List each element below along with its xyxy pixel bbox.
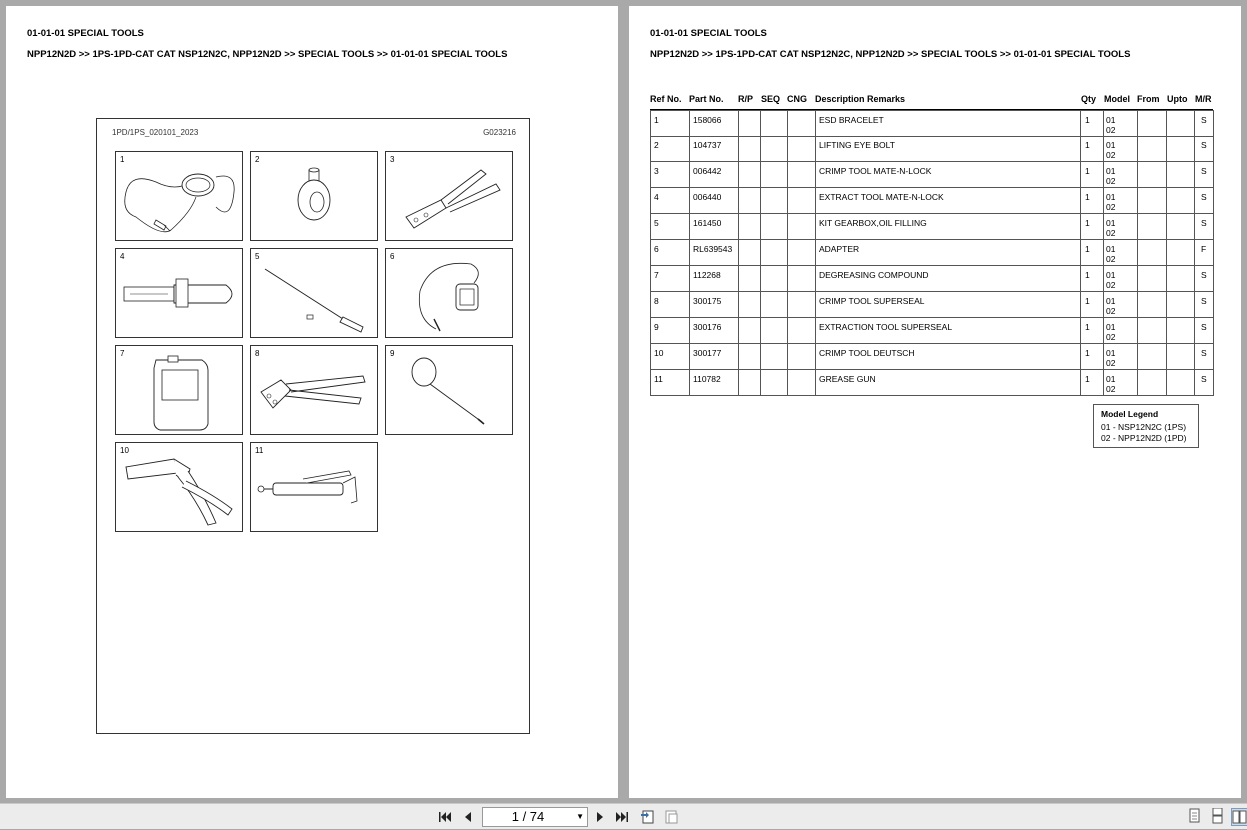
- column-divider: [787, 162, 788, 187]
- column-divider: [1166, 214, 1167, 239]
- column-divider: [1080, 214, 1081, 239]
- column-divider: [1137, 344, 1138, 369]
- column-divider: [815, 266, 816, 291]
- cell-model: [1106, 374, 1115, 399]
- model-code: 01: [1106, 322, 1116, 332]
- cell-ref: 1: [654, 115, 659, 125]
- column-divider: [1103, 266, 1104, 291]
- column-divider: [760, 266, 761, 291]
- column-divider: [738, 111, 739, 136]
- column-divider: [1166, 344, 1167, 369]
- table-row[interactable]: [650, 214, 1214, 240]
- model-legend: [1093, 404, 1199, 448]
- column-divider: [815, 240, 816, 265]
- column-divider: [1103, 240, 1104, 265]
- parts-drawing: [96, 118, 530, 734]
- column-divider: [689, 214, 690, 239]
- cell-mr: S: [1201, 218, 1207, 228]
- column-divider: [738, 188, 739, 213]
- cell-part: 300177: [693, 348, 722, 358]
- column-divider: [1137, 111, 1138, 136]
- next-view-icon[interactable]: [663, 809, 679, 825]
- page-title: 01-01-01 SPECIAL TOOLS: [27, 28, 144, 39]
- chevron-down-icon: ▼: [576, 812, 584, 821]
- model-code: 02: [1106, 176, 1116, 186]
- column-divider: [787, 111, 788, 136]
- cell-part: 112268: [693, 270, 721, 280]
- model-code: 01: [1106, 218, 1116, 228]
- column-divider: [1103, 162, 1104, 187]
- cell-qty: 1: [1085, 374, 1090, 384]
- cell-part: 161450: [693, 218, 722, 228]
- column-divider: [1080, 162, 1081, 187]
- page-title: 01-01-01 SPECIAL TOOLS: [650, 28, 767, 39]
- lifting-eye-bolt-icon: [251, 152, 377, 240]
- column-divider: [1194, 162, 1195, 187]
- model-code: 01: [1106, 192, 1116, 202]
- drawing-id: G023216: [483, 128, 516, 137]
- cell-desc: DEGREASING COMPOUND: [819, 270, 929, 280]
- drawing-cell-6[interactable]: [385, 248, 513, 338]
- cell-desc: EXTRACT TOOL MATE-N-LOCK: [819, 192, 944, 202]
- column-divider: [1137, 240, 1138, 265]
- cell-ref: 10: [654, 348, 664, 358]
- col-model: Model: [1104, 94, 1130, 104]
- grease-gun-icon: [251, 443, 377, 531]
- column-divider: [815, 318, 816, 343]
- cell-desc: CRIMP TOOL SUPERSEAL: [819, 296, 925, 306]
- table-row[interactable]: [650, 136, 1214, 162]
- cell-mr: S: [1201, 296, 1207, 306]
- drawing-cell-7[interactable]: [115, 345, 243, 435]
- column-divider: [689, 188, 690, 213]
- cell-ref: 4: [654, 192, 659, 202]
- column-divider: [738, 136, 739, 161]
- drawing-cell-5[interactable]: [250, 248, 378, 338]
- column-divider: [815, 111, 816, 136]
- column-divider: [1080, 344, 1081, 369]
- column-divider: [1103, 292, 1104, 317]
- column-divider: [760, 188, 761, 213]
- column-divider: [1166, 318, 1167, 343]
- cell-part: 104737: [693, 140, 722, 150]
- column-divider: [1194, 240, 1195, 265]
- table-row[interactable]: [650, 292, 1214, 318]
- breadcrumb: NPP12N2D >> 1PS-1PD-CAT CAT NSP12N2C, NPP12N2D >> SPECIAL TOOLS >> 01-01-01 SPECIAL TOOLS: [27, 49, 508, 60]
- column-divider: [1080, 240, 1081, 265]
- column-divider: [1166, 240, 1167, 265]
- column-divider: [1103, 136, 1104, 161]
- cell-part: 300176: [693, 322, 722, 332]
- cell-number: 5: [255, 252, 260, 261]
- column-divider: [787, 292, 788, 317]
- table-row[interactable]: [650, 110, 1214, 137]
- column-divider: [815, 344, 816, 369]
- cell-mr: S: [1201, 140, 1207, 150]
- column-divider: [738, 292, 739, 317]
- column-divider: [760, 292, 761, 317]
- column-divider: [1194, 344, 1195, 369]
- model-code: 02: [1106, 125, 1116, 135]
- column-divider: [760, 162, 761, 187]
- column-divider: [1194, 292, 1195, 317]
- cell-qty: 1: [1085, 115, 1090, 125]
- col-rp: R/P: [738, 94, 754, 104]
- cell-ref: 11: [654, 374, 663, 384]
- continuous-icon[interactable]: [1209, 808, 1225, 824]
- cell-mr: S: [1201, 348, 1207, 358]
- cell-desc: LIFTING EYE BOLT: [819, 140, 895, 150]
- cell-ref: 2: [654, 140, 659, 150]
- drawing-cell-10[interactable]: [115, 442, 243, 532]
- column-divider: [1194, 318, 1195, 343]
- drawing-code: 1PD/1PS_020101_2023: [112, 128, 199, 137]
- cell-number: 7: [120, 349, 125, 358]
- column-divider: [1166, 162, 1167, 187]
- model-code: 02: [1106, 358, 1116, 368]
- cell-qty: 1: [1085, 218, 1090, 228]
- cell-number: 1: [120, 155, 125, 164]
- cell-number: 8: [255, 349, 260, 358]
- crimp-tool-superseal-icon: [251, 346, 377, 434]
- column-divider: [1080, 318, 1081, 343]
- column-divider: [815, 292, 816, 317]
- column-divider: [787, 266, 788, 291]
- cell-qty: 1: [1085, 348, 1090, 358]
- cell-number: 9: [390, 349, 395, 358]
- degreasing-compound-icon: [116, 346, 242, 434]
- model-code: 01: [1106, 115, 1116, 125]
- column-divider: [760, 344, 761, 369]
- column-divider: [689, 162, 690, 187]
- cell-number: 4: [120, 252, 125, 261]
- column-divider: [1194, 266, 1195, 291]
- column-divider: [1137, 162, 1138, 187]
- column-divider: [787, 318, 788, 343]
- column-divider: [1103, 318, 1104, 343]
- column-divider: [1137, 214, 1138, 239]
- crimp-tool-icon: [386, 152, 512, 240]
- column-divider: [1103, 188, 1104, 213]
- column-divider: [1194, 188, 1195, 213]
- drawing-cell-1[interactable]: [115, 151, 243, 241]
- column-divider: [1137, 318, 1138, 343]
- previous-view-icon[interactable]: [640, 809, 656, 825]
- column-divider: [689, 240, 690, 265]
- column-divider: [689, 370, 690, 395]
- cell-ref: 5: [654, 218, 659, 228]
- column-divider: [787, 136, 788, 161]
- column-divider: [1103, 214, 1104, 239]
- column-divider: [1080, 370, 1081, 395]
- cell-number: 2: [255, 155, 260, 164]
- column-divider: [1166, 292, 1167, 317]
- page-indicator: 1 / 74: [511, 809, 545, 824]
- cell-desc: ESD BRACELET: [819, 115, 884, 125]
- column-divider: [760, 136, 761, 161]
- model-code: 02: [1106, 306, 1116, 316]
- cell-mr: S: [1201, 374, 1207, 384]
- table-row[interactable]: [650, 318, 1214, 344]
- model-code: 02: [1106, 150, 1116, 160]
- col-part: Part No.: [689, 94, 724, 104]
- column-divider: [738, 266, 739, 291]
- model-code: 01: [1106, 244, 1116, 254]
- column-divider: [1137, 370, 1138, 395]
- drawing-cell-8[interactable]: [250, 345, 378, 435]
- column-divider: [787, 188, 788, 213]
- column-divider: [1166, 266, 1167, 291]
- extract-tool-icon: [116, 249, 242, 337]
- drawing-cell-2[interactable]: [250, 151, 378, 241]
- column-divider: [760, 240, 761, 265]
- cell-part: 300175: [693, 296, 722, 306]
- column-divider: [1137, 292, 1138, 317]
- cell-ref: 8: [654, 296, 659, 306]
- model-code: 01: [1106, 374, 1116, 384]
- model-code: 01: [1106, 348, 1116, 358]
- last-page-icon[interactable]: [614, 809, 630, 825]
- cell-qty: 1: [1085, 296, 1090, 306]
- cell-part: RL639543: [693, 244, 733, 254]
- column-divider: [1080, 111, 1081, 136]
- column-divider: [760, 214, 761, 239]
- col-ref: Ref No.: [650, 94, 682, 104]
- column-divider: [1080, 266, 1081, 291]
- cell-qty: 1: [1085, 270, 1090, 280]
- viewer-toolbar: [0, 803, 1247, 829]
- first-page-icon[interactable]: [437, 809, 453, 825]
- col-cng: CNG: [787, 94, 807, 104]
- cell-number: 11: [255, 446, 264, 455]
- kit-gearbox-icon: [251, 249, 377, 337]
- column-divider: [815, 370, 816, 395]
- facing-pages-icon[interactable]: [1231, 808, 1247, 826]
- model-code: 02: [1106, 332, 1116, 342]
- cell-part: 110782: [693, 374, 721, 384]
- drawing-cell-3[interactable]: [385, 151, 513, 241]
- column-divider: [787, 214, 788, 239]
- esd-bracelet-icon: [116, 152, 242, 240]
- single-page-icon[interactable]: [1186, 808, 1202, 824]
- cell-mr: S: [1201, 192, 1207, 202]
- cell-number: 6: [390, 252, 395, 261]
- adapter-icon: [386, 249, 512, 337]
- cell-mr: S: [1201, 115, 1207, 125]
- right-page: [629, 6, 1241, 798]
- model-code: 02: [1106, 254, 1116, 264]
- col-upto: Upto: [1167, 94, 1188, 104]
- cell-ref: 6: [654, 244, 659, 254]
- cell-mr: S: [1201, 270, 1207, 280]
- column-divider: [760, 370, 761, 395]
- legend-item: 01 - NSP12N2C (1PS): [1101, 422, 1187, 432]
- col-qty: Qty: [1081, 94, 1097, 104]
- column-divider: [815, 214, 816, 239]
- column-divider: [1137, 188, 1138, 213]
- cell-qty: 1: [1085, 140, 1090, 150]
- page-selector[interactable]: [482, 807, 588, 827]
- column-divider: [689, 292, 690, 317]
- table-row[interactable]: [650, 188, 1214, 214]
- table-row[interactable]: [650, 266, 1214, 292]
- column-divider: [738, 240, 739, 265]
- col-seq: SEQ: [761, 94, 781, 104]
- cell-mr: S: [1201, 166, 1207, 176]
- model-code: 02: [1106, 228, 1116, 238]
- column-divider: [760, 111, 761, 136]
- column-divider: [1166, 370, 1167, 395]
- column-divider: [1166, 136, 1167, 161]
- parts-table-header: [650, 94, 1213, 110]
- cell-ref: 7: [654, 270, 659, 280]
- cell-part: 158066: [693, 115, 722, 125]
- breadcrumb: NPP12N2D >> 1PS-1PD-CAT CAT NSP12N2C, NPP12N2D >> SPECIAL TOOLS >> 01-01-01 SPECIAL TOOLS: [650, 49, 1131, 60]
- cell-part: 006442: [693, 166, 722, 176]
- column-divider: [815, 162, 816, 187]
- column-divider: [787, 370, 788, 395]
- column-divider: [1194, 111, 1195, 136]
- column-divider: [738, 370, 739, 395]
- col-mr: M/R: [1195, 94, 1212, 104]
- next-page-icon[interactable]: [592, 809, 608, 825]
- cell-mr: S: [1201, 322, 1207, 332]
- model-code: 02: [1106, 202, 1116, 212]
- cell-qty: 1: [1085, 322, 1090, 332]
- column-divider: [1080, 292, 1081, 317]
- cell-desc: ADAPTER: [819, 244, 860, 254]
- column-divider: [1137, 266, 1138, 291]
- column-divider: [738, 162, 739, 187]
- model-code: 02: [1106, 280, 1116, 290]
- extraction-tool-icon: [386, 346, 512, 434]
- crimp-tool-deutsch-icon: [116, 443, 242, 531]
- model-code: 02: [1106, 384, 1116, 394]
- cell-ref: 3: [654, 166, 659, 176]
- drawing-cell-4[interactable]: [115, 248, 243, 338]
- table-row[interactable]: [650, 344, 1214, 370]
- drawing-cell-11[interactable]: [250, 442, 378, 532]
- column-divider: [689, 266, 690, 291]
- cell-qty: 1: [1085, 166, 1090, 176]
- col-from: From: [1137, 94, 1160, 104]
- table-row[interactable]: [650, 162, 1214, 188]
- column-divider: [1080, 136, 1081, 161]
- column-divider: [738, 214, 739, 239]
- column-divider: [689, 111, 690, 136]
- left-page: [6, 6, 618, 798]
- column-divider: [1103, 344, 1104, 369]
- cell-number: 3: [390, 155, 395, 164]
- legend-title: Model Legend: [1101, 409, 1159, 419]
- column-divider: [1080, 188, 1081, 213]
- legend-item: 02 - NPP12N2D (1PD): [1101, 433, 1187, 443]
- column-divider: [1166, 188, 1167, 213]
- cell-desc: CRIMP TOOL DEUTSCH: [819, 348, 915, 358]
- column-divider: [1194, 136, 1195, 161]
- column-divider: [787, 344, 788, 369]
- column-divider: [689, 318, 690, 343]
- cell-qty: 1: [1085, 192, 1090, 202]
- column-divider: [787, 240, 788, 265]
- cell-ref: 9: [654, 322, 659, 332]
- column-divider: [1194, 370, 1195, 395]
- cell-desc: CRIMP TOOL MATE-N-LOCK: [819, 166, 932, 176]
- table-row[interactable]: [650, 240, 1214, 266]
- column-divider: [689, 344, 690, 369]
- model-code: 01: [1106, 166, 1116, 176]
- table-row[interactable]: [650, 370, 1214, 396]
- column-divider: [1194, 214, 1195, 239]
- cell-desc: KIT GEARBOX,OIL FILLING: [819, 218, 927, 228]
- model-code: 01: [1106, 140, 1116, 150]
- cell-part: 006440: [693, 192, 722, 202]
- drawing-cell-9[interactable]: [385, 345, 513, 435]
- column-divider: [1103, 111, 1104, 136]
- cell-number: 10: [120, 446, 129, 455]
- column-divider: [689, 136, 690, 161]
- column-divider: [738, 318, 739, 343]
- cell-desc: GREASE GUN: [819, 374, 876, 384]
- column-divider: [1166, 111, 1167, 136]
- model-code: 01: [1106, 270, 1116, 280]
- column-divider: [760, 318, 761, 343]
- cell-qty: 1: [1085, 244, 1090, 254]
- cell-desc: EXTRACTION TOOL SUPERSEAL: [819, 322, 953, 332]
- column-divider: [738, 344, 739, 369]
- column-divider: [815, 188, 816, 213]
- column-divider: [1137, 136, 1138, 161]
- column-divider: [1103, 370, 1104, 395]
- cell-mr: F: [1201, 244, 1207, 254]
- col-desc: Description Remarks: [815, 94, 906, 104]
- column-divider: [815, 136, 816, 161]
- model-code: 01: [1106, 296, 1116, 306]
- prev-page-icon[interactable]: [460, 809, 476, 825]
